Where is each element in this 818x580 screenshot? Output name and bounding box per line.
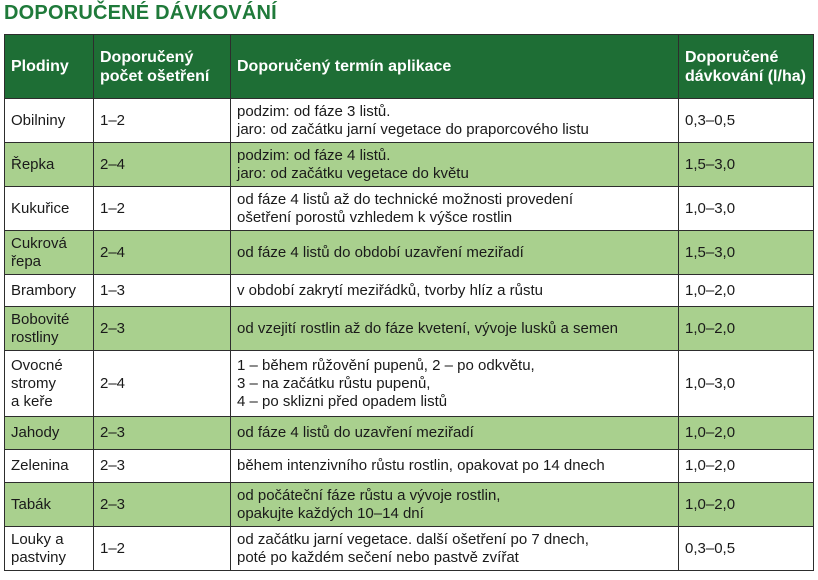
timing-line: jaro: od začátku vegetace do květu [237, 164, 469, 182]
timing-line: od začátku jarní vegetace. další ošetření po 7 dnech, [237, 530, 589, 548]
dose-cell: 1,0–2,0 [679, 417, 814, 450]
header-treatment-count [94, 35, 231, 99]
timing-line: 3 – na začátku růstu pupenů, [237, 374, 431, 392]
count-cell: 1–2 [94, 187, 231, 231]
count-cell: 2–4 [94, 231, 231, 275]
dose-cell: 0,3–0,5 [679, 527, 814, 571]
dose-cell: 1,0–2,0 [679, 450, 814, 483]
crop-line: Bobovité [11, 310, 70, 328]
crop-line: Ovocné [11, 356, 63, 374]
count-cell: 1–3 [94, 275, 231, 307]
header-line: dávkování [685, 67, 764, 85]
header-line: Doporučený termín [237, 58, 384, 75]
table-row [5, 275, 814, 307]
header-crops [5, 35, 94, 99]
crop-line: Cukrová [11, 234, 67, 252]
crop-cell [5, 417, 94, 450]
table-row [5, 307, 814, 351]
dose-cell: 1,5–3,0 [679, 143, 814, 187]
dose-cell: 1,0–2,0 [679, 307, 814, 351]
timing-line: od vzejití rostlin až do fáze kvetení, vývoje lusků a semen [237, 319, 619, 337]
crop-line: rostliny [11, 328, 59, 346]
timing-cell [231, 143, 679, 187]
crop-cell [5, 143, 94, 187]
crop-cell [5, 307, 94, 351]
timing-line: 4 – po sklizni před opadem listů [237, 392, 448, 410]
timing-line: podzim: od fáze 4 listů. [237, 146, 391, 164]
count-cell: 2–4 [94, 351, 231, 417]
crop-line: pastviny [11, 548, 67, 566]
crop-cell [5, 483, 94, 527]
dosage-table [4, 34, 814, 571]
crop-line: Tabák [11, 495, 52, 513]
crop-line: stromy [11, 374, 56, 392]
crop-line: Jahody [11, 424, 60, 441]
table-row [5, 417, 814, 450]
crop-line: Louky a [11, 530, 64, 548]
dose-cell: 1,0–2,0 [679, 483, 814, 527]
table-row [5, 99, 814, 143]
crop-line: Obilniny [11, 111, 66, 129]
timing-line: od fáze 4 listů do období uzavření meziřadí [237, 243, 524, 261]
timing-cell [231, 231, 679, 275]
header-dosage [679, 35, 814, 99]
dose-cell: 0,3–0,5 [679, 99, 814, 143]
timing-line: od počáteční fáze růstu a vývoje rostlin, [237, 486, 501, 504]
crop-line: řepa [11, 252, 42, 270]
count-cell: 2–3 [94, 450, 231, 483]
header-crops-line: Plodiny [11, 58, 69, 75]
timing-cell [231, 450, 679, 483]
timing-cell [231, 275, 679, 307]
count-cell: 1–2 [94, 99, 231, 143]
table-row [5, 187, 814, 231]
crop-line: Řepka [11, 155, 55, 173]
crop-cell [5, 187, 94, 231]
table-row [5, 143, 814, 187]
dose-cell: 1,0–3,0 [679, 351, 814, 417]
timing-cell [231, 417, 679, 450]
header-line: (l/ha) [767, 67, 806, 85]
header-line: Doporučené [685, 48, 779, 66]
crop-line: Kukuřice [11, 199, 70, 217]
page-title: DOPORUČENÉ DÁVKOVÁNÍ [4, 2, 277, 24]
table-header-row [5, 35, 814, 99]
crop-cell [5, 450, 94, 483]
count-cell: 2–3 [94, 417, 231, 450]
crop-line: a keře [11, 392, 53, 410]
timing-line: od fáze 4 listů až do technické možnosti provedení [237, 190, 574, 208]
timing-line: podzim: od fáze 3 listů. [237, 102, 391, 120]
table-row [5, 450, 814, 483]
count-cell: 2–3 [94, 307, 231, 351]
dose-cell: 1,0–2,0 [679, 275, 814, 307]
timing-line: od fáze 4 listů do uzavření meziřadí [237, 424, 474, 441]
timing-cell [231, 187, 679, 231]
timing-line: opakujte každých 10–14 dní [237, 504, 424, 522]
header-line: aplikace [388, 58, 452, 75]
count-cell: 2–4 [94, 143, 231, 187]
count-cell: 1–2 [94, 527, 231, 571]
header-application-timing [231, 35, 679, 99]
header-line: Doporučený [100, 48, 194, 66]
crop-cell [5, 351, 94, 417]
dose-cell: 1,0–3,0 [679, 187, 814, 231]
timing-cell [231, 527, 679, 571]
table-row [5, 527, 814, 571]
table-row [5, 483, 814, 527]
crop-line: Zelenina [11, 457, 69, 474]
table-row [5, 231, 814, 275]
crop-line: Brambory [11, 281, 77, 299]
timing-line: 1 – během růžovění pupenů, 2 – po odkvětu, [237, 356, 535, 374]
timing-line: jaro: od začátku jarní vegetace do praporcového listu [237, 120, 589, 138]
dose-cell: 1,5–3,0 [679, 231, 814, 275]
timing-cell [231, 307, 679, 351]
timing-line: poté po každém sečení nebo pastvě zvířat [237, 548, 519, 566]
timing-line: v období zakrytí meziřádků, tvorby hlíz a růstu [237, 281, 543, 299]
crop-cell [5, 231, 94, 275]
count-cell: 2–3 [94, 483, 231, 527]
timing-cell [231, 483, 679, 527]
timing-cell [231, 351, 679, 417]
header-line: počet ošetření [100, 67, 210, 85]
crop-cell [5, 527, 94, 571]
timing-line: ošetření porostů vzhledem k výšce rostlin [237, 208, 513, 226]
table-row [5, 351, 814, 417]
crop-cell [5, 275, 94, 307]
timing-line: během intenzivního růstu rostlin, opakovat po 14 dnech [237, 457, 605, 474]
crop-cell [5, 99, 94, 143]
timing-cell [231, 99, 679, 143]
